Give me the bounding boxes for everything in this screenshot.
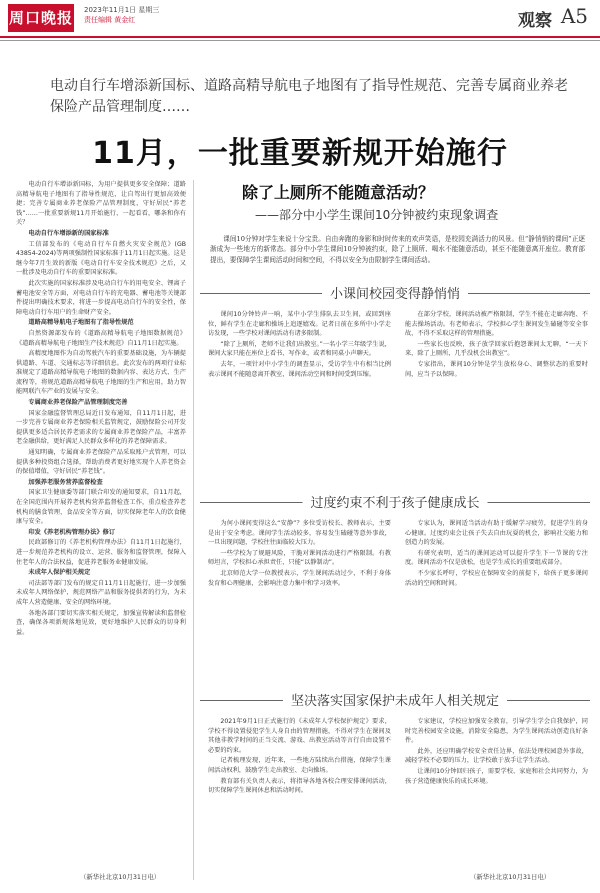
right-article-intro: 课间10分钟对学生来说十分宝贵。自由奔跑的身影和时时传来的欢声笑语，是校园充满活力的风景。但“静悄悄的课间”正逐渐成为一些地方的新常态。部分中小学生课间10分钟被约束，除了上厕所、喝水不能随意活动，甚至不能随意离开座位。教育部提出，要保障学生课间活动时间和空间，不得以安全为由限制学生课间活动。 xyxy=(210,235,585,264)
masthead-rule xyxy=(0,36,600,38)
section-paragraph: 北京师范大学一位教授表示，学生课间活动过少，不利于身体发育和心理健康，会影响注意力集中和学习效率。 xyxy=(208,569,391,587)
section-paragraph: 在部分学校，课间活动被严格限制，学生不能在走廊奔跑、不能去操场活动。有老师表示，学校担心学生课间发生磕碰等安全事故，不得不采取这样的管理措施。 xyxy=(405,311,588,338)
section-heading-text: 坚决落实国家保护未成年人相关规定 xyxy=(283,690,507,709)
section-heading xyxy=(200,283,590,303)
left-paragraph: 工信部发布的《电动自行车自燃火灾安全规范》(GB 43854-2024)等两项强制性国家标准于11月1日起实施。这是继今年7月生效的新版《电动自行车安全技术规范》之后，又一批涉及电动自行车的重要国家标准。 xyxy=(16,240,186,277)
section-paragraph: 2021年9月1日正式施行的《未成年人学校保护规定》要求，学校不得设置侵犯学生人身自由的管理措施，不得对学生在课间及其他非教学时间的正当交流、游戏、出教室活动等言行自由设置不必要的约束。 xyxy=(208,718,391,754)
section-column xyxy=(405,519,588,685)
left-subheading: 道路高精导航电子地图有了指导性规范 xyxy=(28,319,134,327)
section-paragraph: 课间10分钟铃声一响，某中小学生排队去卫生间，或回到座位，鲜有学生在走廊和操场上追逐嬉戏。记者日前在多所中小学走访发现，一些学校对课间活动有诸多限制。 xyxy=(208,311,391,338)
left-subheading: 未成年人保护相关规定 xyxy=(28,569,91,577)
section-paragraph: 一些家长也反映，孩子放学回家后抱怨课间太无聊，“一天下来，除了上厕所，几乎没机会出教室”。 xyxy=(405,340,588,358)
issue-date: 2023年11月1日 星期三 xyxy=(84,6,160,14)
section-body xyxy=(208,519,588,685)
left-paragraph: 电动自行车增添新国标，为用户提供更多安全保障；道路高精导航电子地图有了指导性规范，让自驾出行更加高效便捷；完善专属商业养老保险产品管理制度，守好居民“养老钱”……一批重要新规11月开始施行，一起看看，哪条和你有关？ xyxy=(16,181,186,227)
section-paragraph: 此外，还应明确学校安全责任边界，依法处理校园意外事故，减轻学校不必要的压力，让学校敢于放手让学生活动。 xyxy=(405,747,588,765)
section-heading-text: 小课间校园变得静悄悄 xyxy=(322,283,468,302)
section-heading-text: 过度约束不利于孩子健康成长 xyxy=(302,492,487,511)
left-paragraph: 自然资源部发布的《道路高精导航电子地图数据规范》《道路高精导航电子地图生产技术规范》自11月1日起实施。 xyxy=(16,329,186,347)
left-footnote: （新华社北京10月31日电） xyxy=(80,873,161,881)
section-column xyxy=(405,717,588,867)
left-article xyxy=(16,180,186,880)
section-paragraph: 教育部有关负责人表示，将指导各地各校合理安排课间活动，切实保障学生课间休息和活动时间。 xyxy=(208,777,391,795)
section-paragraph: 让课间10分钟回归孩子，需要学校、家庭和社会共同努力，为孩子营造健康快乐的成长环境。 xyxy=(405,767,588,785)
page-number: A5 xyxy=(560,4,588,28)
left-subheading: 专属商业养老保险产品管理制度完善 xyxy=(28,399,128,407)
section-paragraph: 专家指出，课间10分钟是学生放松身心、调整状态的重要时间，应当予以保障。 xyxy=(405,360,588,378)
section-column xyxy=(208,310,391,486)
left-subheading: 电动自行车增添新的国家标准 xyxy=(28,229,109,237)
section-column xyxy=(208,717,391,867)
section-paragraph: 一些学校为了规避风险，干脆对课间活动进行严格限制。有教师坦言，学校担心承担责任，只能“以静制动”。 xyxy=(208,549,391,567)
left-paragraph: 国家卫生健康委等部门联合印发的通知要求，自11月起，在全国范围内开展养老机构营养监督检查工作，重点检查养老机构的膳食管理、食品安全等方面，切实保障老年人的饮食健康与安全。 xyxy=(16,489,186,526)
headline-kicker: 电动自行车增添新国标、道路高精导航电子地图有了指导性规范、完善专属商业养老保险产品管理制度…… xyxy=(50,78,568,115)
left-subheading: 加强养老服务营养监督检查 xyxy=(28,478,103,486)
section-paragraph: 专家认为，课间适当活动有助于缓解学习疲劳，促进学生的身心健康。过度约束会让孩子失去自由玩耍的机会，影响社交能力和创造力的发展。 xyxy=(405,520,588,547)
section-column xyxy=(208,519,391,685)
left-paragraph: 高精度地图作为自动驾驶汽车的重要基础设施，为车辆提供道路、车道、交通标志等详细信息。此次发布的两项行业标准规定了道路高精导航电子地图的数据内容、表达方式、生产流程等，将规范道路高精导航电子地图的生产和应用，助力智能网联汽车产业的发展与安全。 xyxy=(16,350,186,396)
left-paragraph: 通知明确，专属商业养老保险产品采取账户式管理，可以提供多种投资组合选择，帮助消费者更好地实现个人养老资金的保值增值，守好居民“养老钱”。 xyxy=(16,449,186,476)
newspaper-logo: 周口晚报 xyxy=(8,4,74,32)
masthead-thin-rule xyxy=(0,40,600,41)
masthead-info xyxy=(84,5,159,25)
section-body xyxy=(208,717,588,867)
left-paragraph: 民政部修订的《养老机构管理办法》自11月1日起施行，进一步规范养老机构的设立、运营、服务和监督管理，保障入住老年人的合法权益，促进养老服务业健康发展。 xyxy=(16,539,186,566)
column-divider xyxy=(193,180,194,880)
section-heading xyxy=(200,690,590,710)
right-footnote: （新华社北京10月31日电） xyxy=(470,873,551,881)
section-heading xyxy=(200,492,590,512)
left-paragraph: 各地各部门要切实落实相关规定，加强宣传解读和监督检查，确保各项新规落地见效，更好地维护人民群众的切身利益。 xyxy=(16,609,186,636)
section-paragraph: 为何小课间变得这么“安静”？多位受访校长、教师表示，主要是出于安全考虑。课间学生活动较多，容易发生磕碰等意外事故，一旦出现问题，学校往往面临较大压力。 xyxy=(208,520,391,547)
left-paragraph: 此次实施的国家标准涉及电动自行车的用电安全、锂离子蓄电池安全等方面，对电动自行车的充电器、蓄电池等关键部件提出明确技术要求，将进一步提高电动自行车的安全性，保障电动自行车用户的生命财产安全。 xyxy=(16,279,186,316)
main-headline: 11月，一批重要新规开始施行 xyxy=(92,136,508,171)
section-body xyxy=(208,310,588,486)
section-paragraph: 去年，一项针对中小学生的调查显示，受访学生中有相当比例表示课间不能随意离开教室，课间活动空间和时间受到压缩。 xyxy=(208,360,391,378)
section-paragraph: 记者梳理发现，近年来，一些地方陆续出台措施，保障学生课间活动权利，鼓励学生走出教室、走向操场。 xyxy=(208,757,391,774)
masthead xyxy=(0,0,600,44)
left-subheading: 印发《养老机构管理办法》修订 xyxy=(28,528,116,536)
section-paragraph: 专家建议，学校应加强安全教育，引导学生学会自我保护，同时完善校园安全设施，消除安全隐患，为学生课间活动创造良好条件。 xyxy=(405,718,588,745)
section-paragraph: 有研究表明，适当的课间运动可以提升学生下一节课的专注度。课间活动不仅是放松，也是学生成长的重要组成部分。 xyxy=(405,549,588,567)
right-article-title: 除了上厕所不能随意活动？ xyxy=(242,183,435,202)
section-paragraph: “除了上厕所，老师不让我们出教室。”一名小学三年级学生说，课间大家只能在座位上看书、写作业，或者和同桌小声聊天。 xyxy=(208,340,391,358)
left-paragraph: 司法部等部门发布的规定自11月1日起施行，进一步加强未成年人网络保护，规范网络产品和服务提供者的行为，为未成年人营造健康、安全的网络环境。 xyxy=(16,579,186,606)
right-article-subtitle: ——部分中小学生课间10分钟被约束现象调查 xyxy=(255,208,499,222)
left-paragraph: 国家金融监督管理总局近日发布通知，自11月1日起，进一步完善专属商业养老保险相关监管规定，鼓励保险公司开发提供更多适合居民养老需求的专属商业养老保险产品，丰富养老金融供给，更好满足人民群众多样化的养老保障需求。 xyxy=(16,409,186,446)
section-column xyxy=(405,310,588,486)
section-name: 观察 xyxy=(518,11,552,31)
editor-credit: 责任编辑 黄金红 xyxy=(84,16,136,24)
section-paragraph: 不少家长呼吁，学校应在保障安全的前提下，给孩子更多课间活动的空间和时间。 xyxy=(405,569,588,587)
